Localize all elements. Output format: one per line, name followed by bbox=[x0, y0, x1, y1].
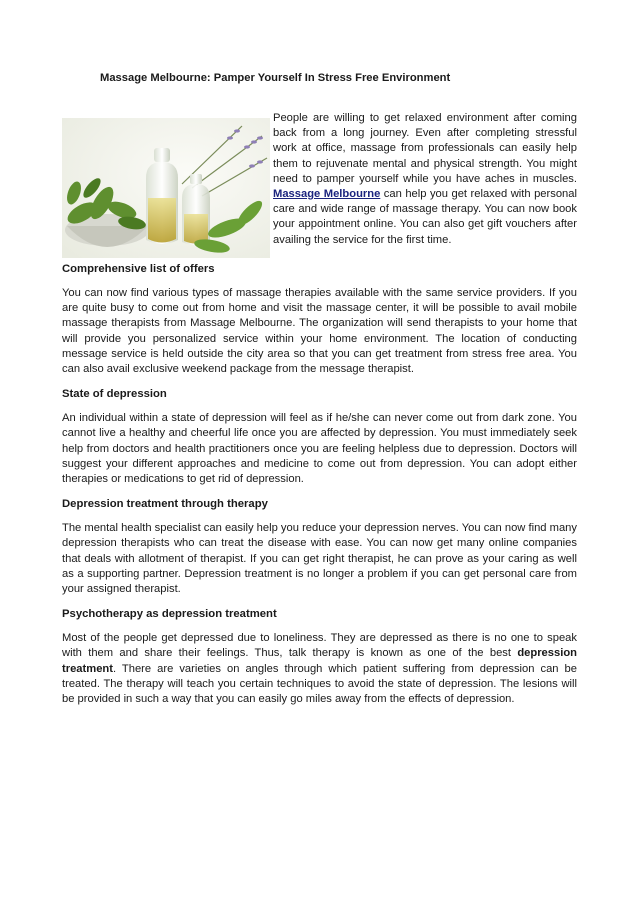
intro-paragraph bbox=[273, 111, 577, 248]
photo-illustration bbox=[62, 118, 270, 258]
section-heading-offers: Comprehensive list of offers bbox=[62, 263, 215, 275]
massage-melbourne-link[interactable]: Massage Melbourne bbox=[273, 188, 381, 201]
section-text-therapy: The mental health specialist can easily help you reduce your depression nerves. You can now find many depression therapists who can treat the disease with ease. You can now get many online companies that deals with allotment of therapist. If you can get right therapist, he can prove as your caring as well as a supporting partner. Depression treatment is no longer a problem if you can get personal care from your assigned therapist. bbox=[62, 522, 577, 596]
section-heading-therapy: Depression treatment through therapy bbox=[62, 498, 268, 511]
section-heading-depression-state: State of depression bbox=[62, 388, 167, 401]
depression-treatment-bold: depression treatment bbox=[62, 647, 577, 675]
section-text-depression-state: An individual within a state of depression will feel as if he/she can never come out from dark zone. You cannot live a healthy and cheerful life once you are affected by depression. You must immediately seek help from doctors and health practitioners once you are feeling helpless due to depression. Doctors will suggest your different approaches and medicine to come out from depression. You can adopt either therapies or medications to get rid of depression. bbox=[62, 412, 577, 486]
psychotherapy-text-end: . There are varieties on angles through which patient suffering from depression can be treated. The therapy will teach you certain techniques to avoid the state of depression. The lesions will be provided in such a way that you can easily go miles away from the effects of depression. bbox=[62, 662, 577, 706]
psychotherapy-text-start: Most of the people get depressed due to loneliness. They are depressed as there is no one to speak with them and share their feelings. Thus, talk therapy is known as one of the best bbox=[62, 632, 577, 660]
section-text-psychotherapy bbox=[62, 631, 577, 707]
section-text-offers: You can now find various types of massage therapies available with the same service providers. If you are quite busy to come out from home and visit the massage center, it will be possible to avail mobile massage therapists from Massage Melbourne. The organization will send therapists to your home that will provide you personalized service within your home environment. The location of conducting message service is held outside the city area so that you can get treatment from stress free area. You can also avail exclusive weekend package from the message therapist. bbox=[62, 287, 577, 376]
article-body bbox=[62, 262, 577, 717]
document-title: Massage Melbourne: Pamper Yourself In Stress Free Environment bbox=[100, 72, 451, 84]
intro-text-end: can help you get relaxed with personal care and wide range of massage therapy. You can now book your appointment online. You can also get gift vouchers after availing the service for the first time. bbox=[273, 188, 577, 246]
intro-text-start: People are willing to get relaxed environment after coming back from a long journey. Even after completing stressful work at office, massage from professionals can easily help them to rejuvenate mental and physical strength. You might need to pamper yourself while you have aches in muscles. bbox=[273, 112, 577, 185]
massage-oils-herbs-photo bbox=[62, 118, 270, 258]
section-heading-psychotherapy: Psychotherapy as depression treatment bbox=[62, 608, 277, 621]
